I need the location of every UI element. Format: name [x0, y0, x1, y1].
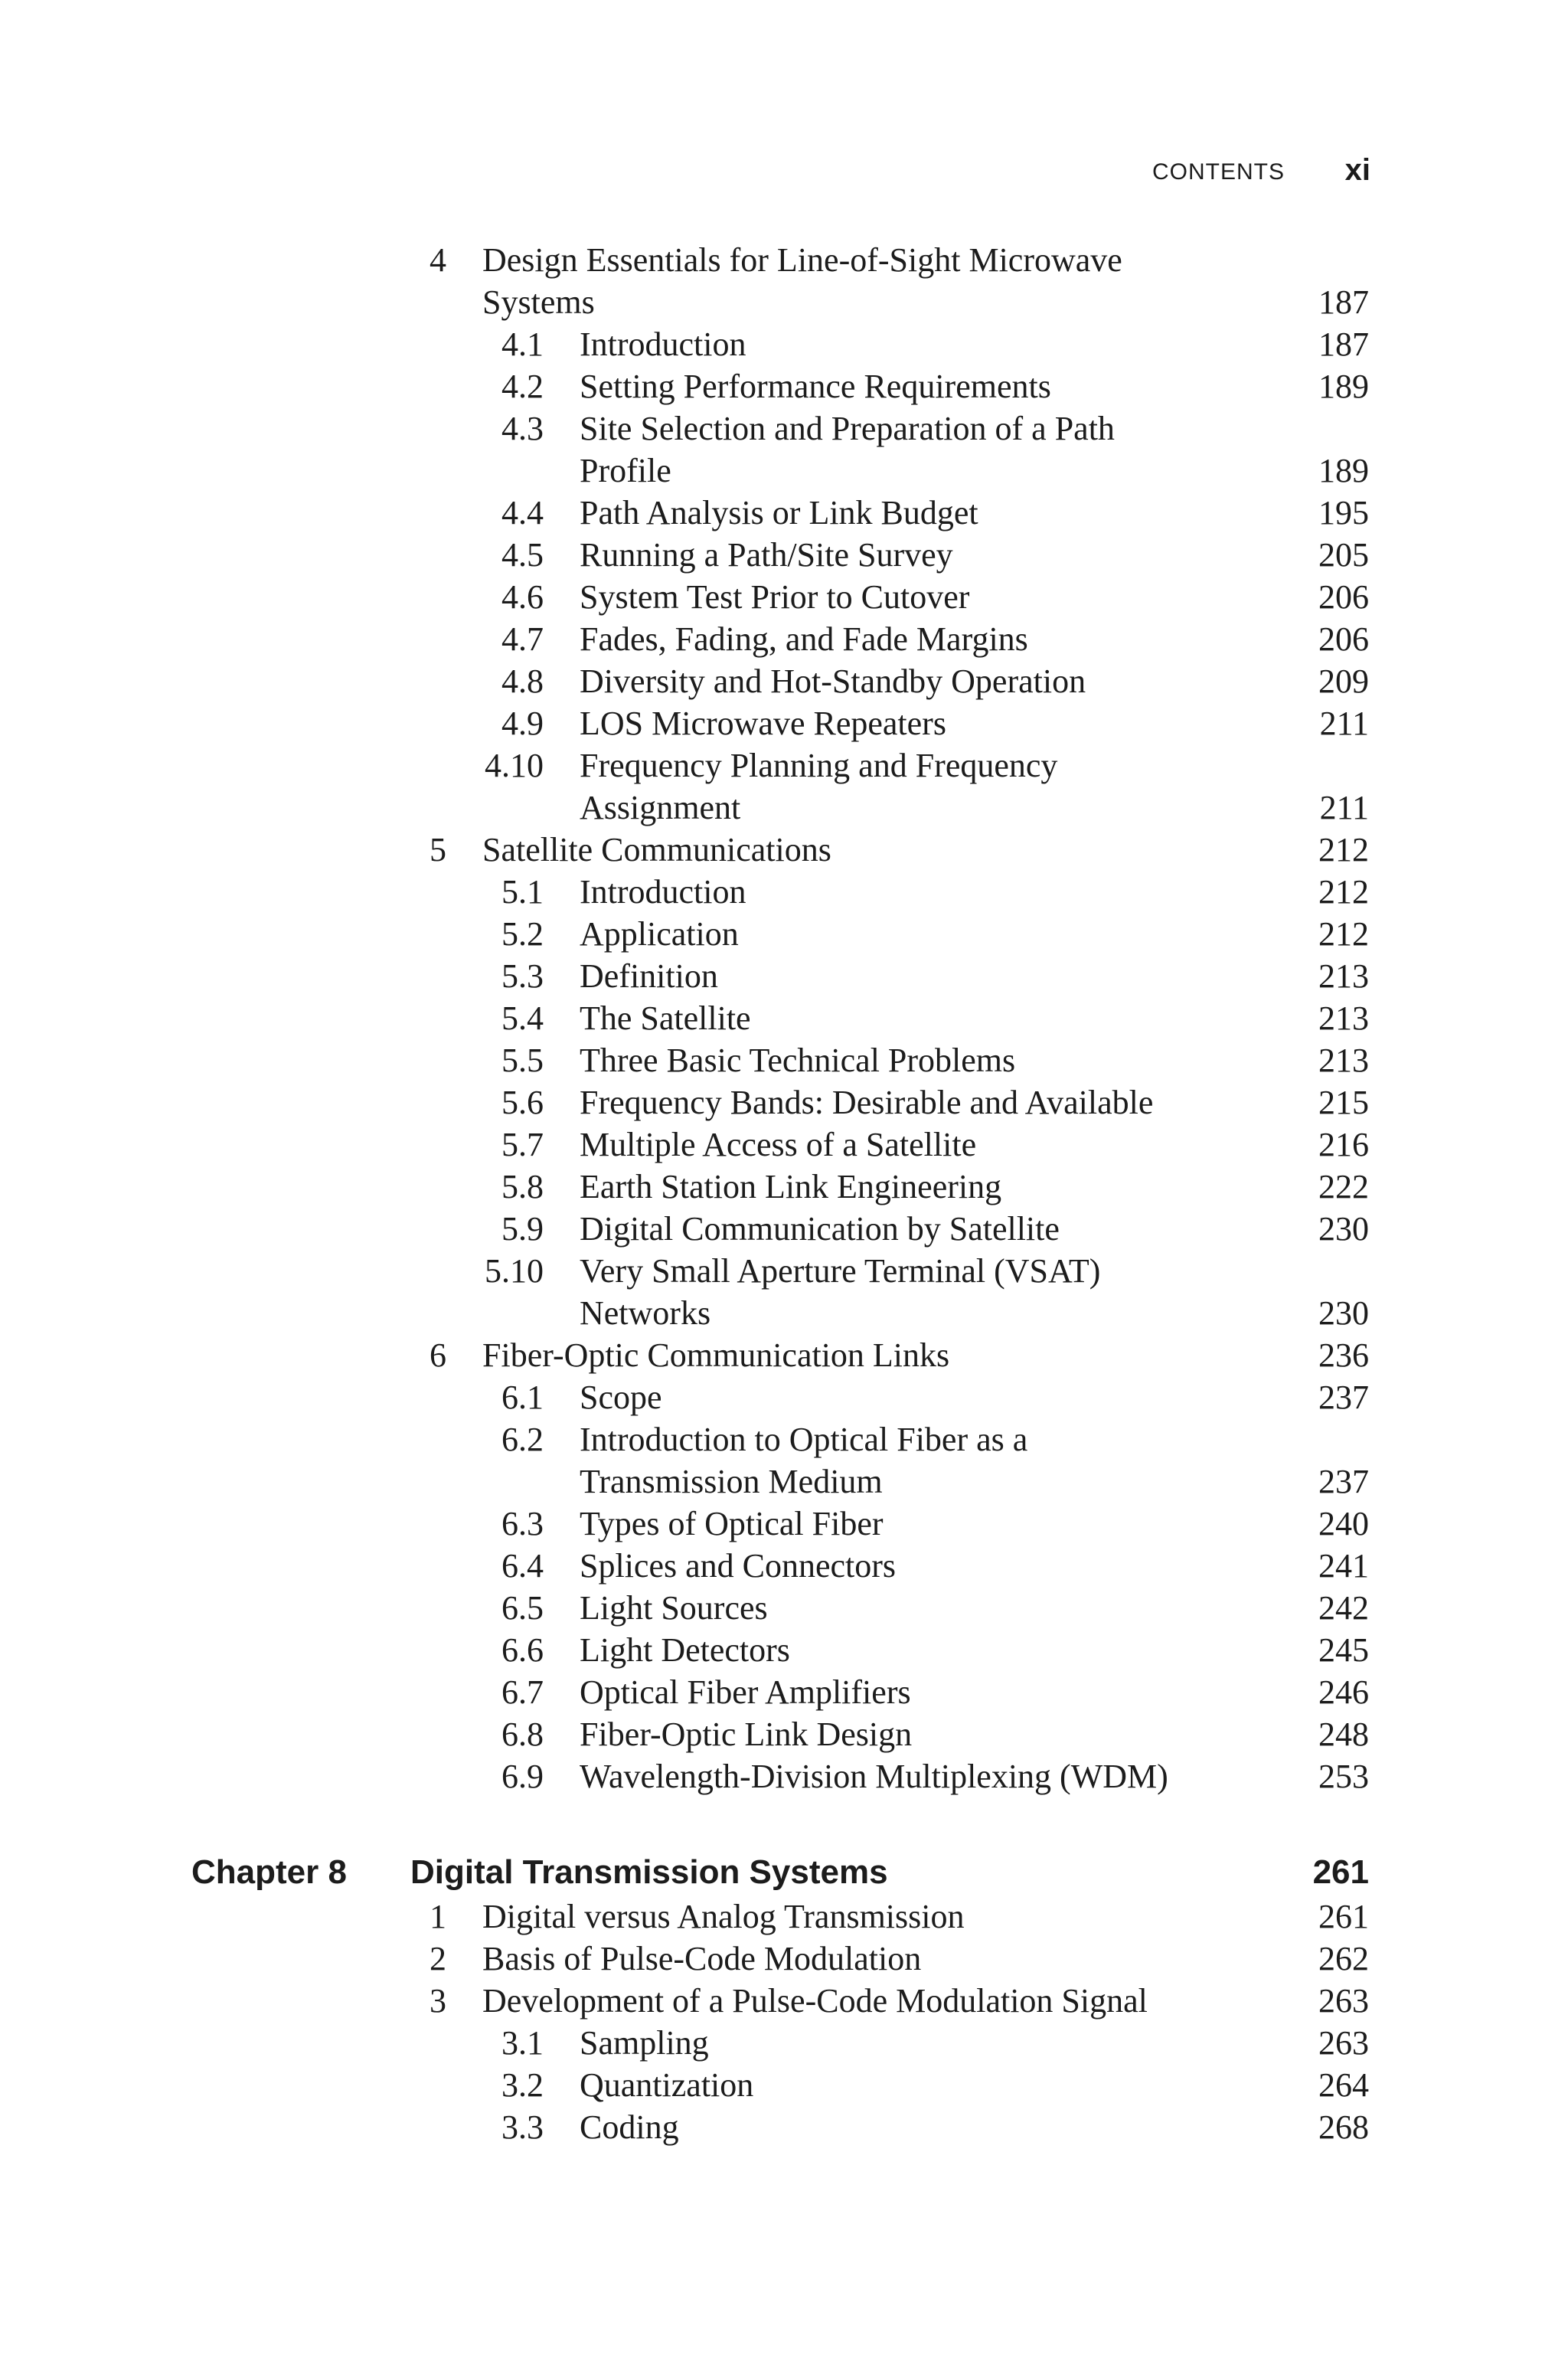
toc-entry: [0, 1629, 1568, 1671]
toc-entry-page: 253: [1318, 1758, 1369, 1795]
toc-entry-page: 261: [1318, 1898, 1369, 1935]
toc-entry-page: 187: [1318, 283, 1369, 321]
toc-entry-page: 211: [1319, 789, 1369, 826]
toc-entry-title: Running a Path/Site Survey: [580, 536, 953, 574]
toc-entry-title: Quantization: [580, 2066, 754, 2104]
toc-entry-title: Scope: [580, 1379, 662, 1416]
toc-entry: [0, 1039, 1568, 1081]
toc-entry-page: 263: [1318, 2024, 1369, 2062]
toc-entry-title: Light Sources: [580, 1589, 768, 1627]
toc-entry: [0, 492, 1568, 534]
toc-entry-page: 212: [1318, 873, 1369, 911]
toc-entry: [0, 1671, 1568, 1713]
toc-entry-title: Site Selection and Preparation of a Path: [580, 410, 1115, 447]
toc-entry-title: Systems: [482, 283, 595, 321]
toc-entry-title: Definition: [580, 957, 718, 995]
toc-entry: [0, 1208, 1568, 1250]
toc-entry-number: 4.8: [501, 662, 544, 700]
toc-entry: [0, 702, 1568, 744]
toc-entry: [0, 2064, 1568, 2106]
toc-entry-title: Coding: [580, 2108, 679, 2146]
toc-entry-number: 4.7: [501, 620, 544, 658]
toc-entry-number: 5.9: [501, 1210, 544, 1248]
toc-entry-page: 213: [1318, 999, 1369, 1037]
toc-entry: [0, 2022, 1568, 2064]
toc-entry-title: Assignment: [580, 789, 741, 826]
toc-entry-title: Profile: [580, 452, 671, 489]
toc-entry-number: 5: [430, 831, 446, 868]
toc-entry-title: Earth Station Link Engineering: [580, 1168, 1002, 1205]
toc-entry: [0, 1292, 1568, 1334]
toc-entry-number: 5.2: [501, 915, 544, 953]
toc-entry-page: 189: [1318, 368, 1369, 405]
toc-entry: [0, 1503, 1568, 1545]
toc-entry-title: Splices and Connectors: [580, 1547, 897, 1585]
chapter-heading: [0, 1850, 1568, 1895]
toc-entry-number: 5.1: [501, 873, 544, 911]
running-header-section: CONTENTS: [1152, 159, 1285, 185]
toc-entry-number: 5.7: [501, 1126, 544, 1163]
toc-entry-title: Development of a Pulse-Code Modulation Signal: [482, 1982, 1148, 2020]
toc-entry: [0, 1460, 1568, 1503]
toc-entry: [0, 323, 1568, 365]
toc-entry: [0, 660, 1568, 702]
toc-entry-title: Introduction to Optical Fiber as a: [580, 1421, 1028, 1458]
toc-entry: [0, 365, 1568, 407]
toc-entry: [0, 618, 1568, 660]
toc-entry-page: 264: [1318, 2066, 1369, 2104]
toc-entry: [0, 2106, 1568, 2148]
chapter-page-number: 261: [1312, 1853, 1369, 1891]
toc-entry-page: 222: [1318, 1168, 1369, 1205]
toc-entry-page: 248: [1318, 1715, 1369, 1753]
toc-section-chapter-7-continued: [0, 239, 1568, 1797]
toc-entry-number: 5.6: [501, 1084, 544, 1121]
toc-entry-number: 4.9: [501, 705, 544, 742]
toc-entry: [0, 239, 1568, 281]
toc-entry-title: Light Detectors: [580, 1631, 790, 1669]
toc-entry-page: 245: [1318, 1631, 1369, 1669]
toc-entry-number: 5.10: [485, 1252, 544, 1290]
toc-entry-page: 205: [1318, 536, 1369, 574]
toc-entry-page: 230: [1318, 1210, 1369, 1248]
toc-entry: [0, 1334, 1568, 1376]
toc-entry-page: 216: [1318, 1126, 1369, 1163]
toc-entry-number: 5.8: [501, 1168, 544, 1205]
toc-entry-title: Frequency Bands: Desirable and Available: [580, 1084, 1154, 1121]
toc-entry-page: 262: [1318, 1940, 1369, 1977]
toc-entry: [0, 1376, 1568, 1418]
toc-entry-number: 4.10: [485, 747, 544, 784]
toc-entry: [0, 576, 1568, 618]
toc-entry: [0, 450, 1568, 492]
toc-section-chapter-8: [0, 1895, 1568, 2148]
toc-entry-title: Setting Performance Requirements: [580, 368, 1051, 405]
toc-entry: [0, 1166, 1568, 1208]
toc-entry-page: 206: [1318, 578, 1369, 616]
toc-entry-page: 237: [1318, 1379, 1369, 1416]
toc-entry-number: 6.6: [501, 1631, 544, 1669]
toc-entry-number: 5.4: [501, 999, 544, 1037]
toc-entry-title: Fiber-Optic Communication Links: [482, 1336, 950, 1374]
running-header: [0, 153, 1568, 199]
toc-entry-number: 1: [430, 1898, 446, 1935]
toc-entry-number: 6.2: [501, 1421, 544, 1458]
toc-entry-page: 213: [1318, 1042, 1369, 1079]
page-number: xi: [1344, 153, 1370, 187]
toc-entry-number: 3.3: [501, 2108, 544, 2146]
toc-entry-page: 242: [1318, 1589, 1369, 1627]
toc-entry: [0, 1418, 1568, 1460]
toc-entry-title: Basis of Pulse-Code Modulation: [482, 1940, 922, 1977]
toc-entry: [0, 997, 1568, 1039]
toc-entry-title: Design Essentials for Line-of-Sight Microwave: [482, 241, 1122, 279]
toc-entry: [0, 1587, 1568, 1629]
toc-entry-page: 215: [1318, 1084, 1369, 1121]
toc-entry: [0, 955, 1568, 997]
toc-entry: [0, 913, 1568, 955]
toc-entry-page: 236: [1318, 1336, 1369, 1374]
toc-entry: [0, 1895, 1568, 1938]
toc-entry: [0, 744, 1568, 787]
toc-entry-number: 6.1: [501, 1379, 544, 1416]
toc-entry-number: 6.8: [501, 1715, 544, 1753]
toc-entry-title: Multiple Access of a Satellite: [580, 1126, 977, 1163]
toc-entry-number: 6.7: [501, 1673, 544, 1711]
chapter-label: Chapter 8: [191, 1853, 347, 1891]
toc-entry: [0, 407, 1568, 450]
toc-entry-page: 206: [1318, 620, 1369, 658]
toc-entry-title: Very Small Aperture Terminal (VSAT): [580, 1252, 1101, 1290]
toc-entry-page: 246: [1318, 1673, 1369, 1711]
toc-entry: [0, 1755, 1568, 1797]
toc-entry-title: Path Analysis or Link Budget: [580, 494, 978, 531]
toc-entry-number: 3: [430, 1982, 446, 2020]
toc-entry-page: 212: [1318, 831, 1369, 868]
toc-entry: [0, 787, 1568, 829]
toc-entry-page: 209: [1318, 662, 1369, 700]
toc-entry-title: Diversity and Hot-Standby Operation: [580, 662, 1086, 700]
toc-entry-title: Types of Optical Fiber: [580, 1505, 884, 1542]
toc-entry-title: Fiber-Optic Link Design: [580, 1715, 913, 1753]
toc-entry-number: 4: [430, 241, 446, 279]
toc-entry-title: The Satellite: [580, 999, 751, 1037]
toc-entry: [0, 829, 1568, 871]
toc-entry-page: 211: [1319, 705, 1369, 742]
chapter-title: Digital Transmission Systems: [410, 1853, 888, 1891]
toc-entry: [0, 1250, 1568, 1292]
table-of-contents: [0, 239, 1568, 2148]
toc-entry-title: Optical Fiber Amplifiers: [580, 1673, 911, 1711]
toc-entry: [0, 534, 1568, 576]
toc-entry-number: 4.5: [501, 536, 544, 574]
toc-entry-page: 212: [1318, 915, 1369, 953]
toc-entry-number: 6.9: [501, 1758, 544, 1795]
toc-entry-title: Fades, Fading, and Fade Margins: [580, 620, 1028, 658]
toc-entry-number: 6.4: [501, 1547, 544, 1585]
toc-entry: [0, 1980, 1568, 2022]
toc-entry: [0, 1123, 1568, 1166]
toc-entry-number: 4.1: [501, 325, 544, 363]
toc-entry: [0, 281, 1568, 323]
toc-entry-number: 4.4: [501, 494, 544, 531]
toc-entry-number: 3.1: [501, 2024, 544, 2062]
toc-entry-number: 5.3: [501, 957, 544, 995]
toc-entry-page: 241: [1318, 1547, 1369, 1585]
toc-entry: [0, 871, 1568, 913]
toc-entry-number: 5.5: [501, 1042, 544, 1079]
toc-entry-page: 187: [1318, 325, 1369, 363]
toc-entry-page: 268: [1318, 2108, 1369, 2146]
toc-entry: [0, 1713, 1568, 1755]
toc-entry-page: 189: [1318, 452, 1369, 489]
toc-entry-number: 3.2: [501, 2066, 544, 2104]
toc-entry-title: Digital Communication by Satellite: [580, 1210, 1060, 1248]
toc-entry-title: Digital versus Analog Transmission: [482, 1898, 965, 1935]
toc-entry-number: 6: [430, 1336, 446, 1374]
toc-entry-page: 263: [1318, 1982, 1369, 2020]
toc-entry-title: Networks: [580, 1294, 711, 1332]
toc-entry-title: Satellite Communications: [482, 831, 831, 868]
toc-entry-number: 4.3: [501, 410, 544, 447]
toc-entry-title: Frequency Planning and Frequency: [580, 747, 1058, 784]
toc-entry-title: System Test Prior to Cutover: [580, 578, 970, 616]
toc-entry-number: 6.5: [501, 1589, 544, 1627]
toc-entry-number: 2: [430, 1940, 446, 1977]
toc-entry-page: 237: [1318, 1463, 1369, 1500]
toc-entry-title: Sampling: [580, 2024, 709, 2062]
toc-entry-title: Wavelength-Division Multiplexing (WDM): [580, 1758, 1168, 1795]
toc-entry: [0, 1938, 1568, 1980]
toc-entry-title: Introduction: [580, 325, 746, 363]
chapter-spacer: [0, 1797, 1568, 1850]
toc-entry-page: 213: [1318, 957, 1369, 995]
toc-entry-title: Three Basic Technical Problems: [580, 1042, 1016, 1079]
toc-entry-page: 195: [1318, 494, 1369, 531]
toc-entry-page: 240: [1318, 1505, 1369, 1542]
toc-entry-title: LOS Microwave Repeaters: [580, 705, 946, 742]
toc-entry: [0, 1545, 1568, 1587]
toc-entry-number: 4.2: [501, 368, 544, 405]
toc-entry-number: 6.3: [501, 1505, 544, 1542]
toc-entry-title: Transmission Medium: [580, 1463, 883, 1500]
toc-entry: [0, 1081, 1568, 1123]
toc-entry-title: Introduction: [580, 873, 746, 911]
toc-entry-title: Application: [580, 915, 739, 953]
toc-entry-number: 4.6: [501, 578, 544, 616]
toc-entry-page: 230: [1318, 1294, 1369, 1332]
